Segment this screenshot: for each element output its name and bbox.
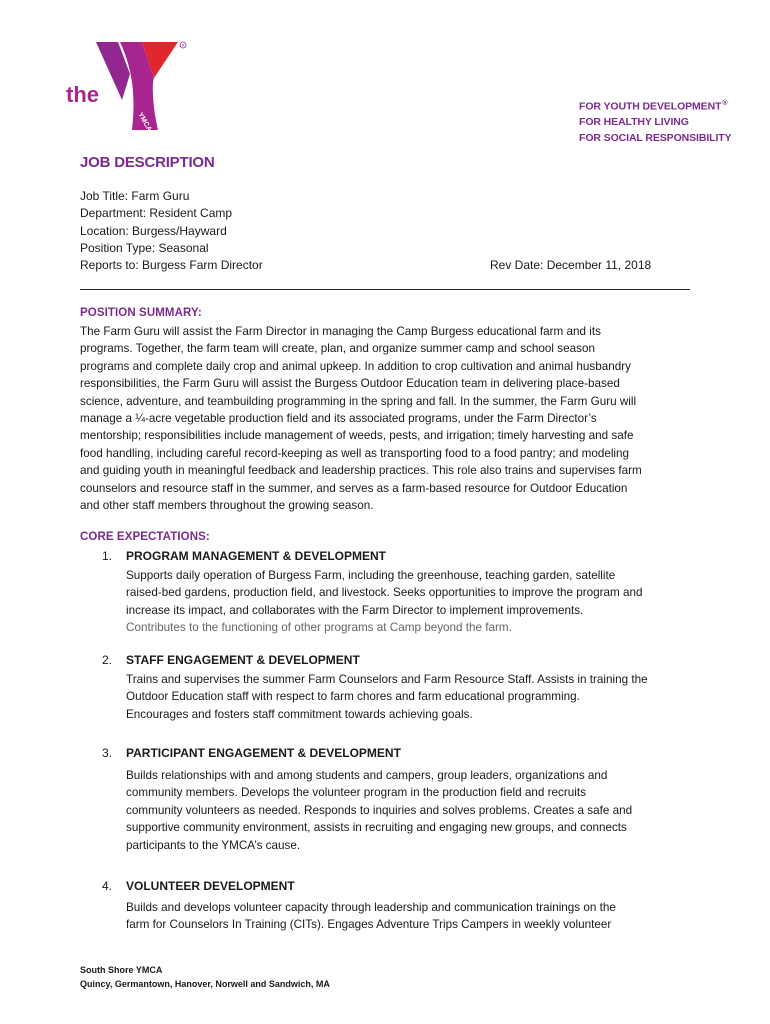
item-number: 3. bbox=[102, 746, 113, 760]
item-body bbox=[126, 767, 696, 854]
item-line: increase its impact, and collaborates with the Farm Director to implement improvements. bbox=[126, 603, 584, 617]
item-title: PROGRAM MANAGEMENT & DEVELOPMENT bbox=[126, 549, 387, 563]
summary-line: programs and complete daily crop and animal upkeep. In addition to crop cultivation and animal husbandry bbox=[80, 359, 631, 373]
position-summary-heading: POSITION SUMMARY: bbox=[80, 307, 202, 319]
registered-mark: ® bbox=[722, 100, 728, 107]
item-line: Builds and develops volunteer capacity through leadership and communication trainings on the bbox=[126, 901, 616, 914]
item-body bbox=[126, 671, 696, 723]
item-line: farm for Counselors In Training (CITs). Engages Adventure Trips Campers in weekly volunteer bbox=[126, 918, 612, 932]
job-title-field: Job Title: Farm Guru bbox=[80, 189, 190, 203]
summary-line: and guiding youth in meaningful feedback and leadership practices. This role also trains and supervises farm bbox=[80, 464, 642, 478]
page-title: JOB DESCRIPTION bbox=[80, 154, 215, 171]
item-number: 2. bbox=[102, 653, 113, 667]
tagline-youth: FOR YOUTH DEVELOPMENT® bbox=[579, 100, 728, 113]
item-title: PARTICIPANT ENGAGEMENT & DEVELOPMENT bbox=[126, 746, 401, 760]
position-summary-text bbox=[80, 323, 692, 514]
job-meta bbox=[80, 188, 263, 274]
item-title: STAFF ENGAGEMENT & DEVELOPMENT bbox=[126, 653, 360, 667]
item-title: VOLUNTEER DEVELOPMENT bbox=[126, 879, 295, 893]
footer-locations: Quincy, Germantown, Hanover, Norwell and Sandwich, MA bbox=[80, 979, 330, 989]
item-line: participants to the YMCA’s cause. bbox=[126, 838, 301, 852]
page-footer bbox=[80, 963, 330, 991]
item-body bbox=[126, 567, 696, 637]
position-type-field: Position Type: Seasonal bbox=[80, 240, 209, 255]
location-field: Location: Burgess/Hayward bbox=[80, 223, 227, 238]
summary-line: food handling, including careful record-keeping as well as transporting food to a food pantry; and modeling bbox=[80, 446, 630, 460]
summary-line: counselors and resource staff in the summer, and serves as a farm-based resource for Outdoor Education bbox=[80, 481, 628, 495]
item-line: supportive community environment, assists in recruiting and engaging new groups, and connects bbox=[126, 821, 627, 835]
item-line: Builds relationships with and among students and campers, group leaders, organizations and bbox=[126, 769, 608, 782]
ymca-taglines bbox=[579, 96, 732, 146]
item-line: community volunteers as needed. Responds to inquiries and solves problems. Creates a safe and bbox=[126, 803, 633, 817]
item-line: raised-bed gardens, production field, and livestock. Seeks opportunities to improve the program and bbox=[126, 586, 643, 600]
logo-ymca-text: YMCA bbox=[136, 111, 153, 133]
summary-line: programs. Together, the farm team will create, plan, and organize summer camp and school season bbox=[80, 342, 595, 356]
reports-to-field: Reports to: Burgess Farm Director bbox=[80, 258, 263, 273]
logo-wordmark: the bbox=[66, 82, 99, 107]
divider bbox=[80, 289, 690, 290]
core-expectations-heading: CORE EXPECTATIONS: bbox=[80, 531, 210, 543]
summary-line: The Farm Guru will assist the Farm Director in managing the Camp Burgess educational farm and its bbox=[80, 325, 601, 338]
summary-line: manage a ¼-acre vegetable production field and its associated programs, under the Farm Director’s bbox=[80, 412, 597, 426]
svg-text:R: R bbox=[181, 42, 185, 48]
summary-line: science, adventure, and teambuilding programming in the spring and fall. In the summer, the Farm Guru will bbox=[80, 394, 637, 408]
summary-line: mentorship; responsibilities include management of weeds, pests, and irrigation; timely harvesting and safe bbox=[80, 429, 634, 443]
item-line: Supports daily operation of Burgess Farm, including the greenhouse, teaching garden, satellite bbox=[126, 569, 616, 582]
item-line: Encourages and fosters staff commitment towards achieving goals. bbox=[126, 707, 473, 721]
item-line: Trains and supervises the summer Farm Counselors and Farm Resource Staff. Assists in training the bbox=[126, 673, 648, 686]
tagline-healthy: FOR HEALTHY LIVING bbox=[579, 116, 689, 128]
summary-line: and other staff members throughout the growing season. bbox=[80, 499, 374, 513]
ymca-logo bbox=[62, 38, 192, 138]
item-line: community members. Develops the volunteer program in the production field and recruits bbox=[126, 786, 586, 800]
department-field: Department: Resident Camp bbox=[80, 206, 233, 221]
rev-date: Rev Date: December 11, 2018 bbox=[490, 258, 652, 272]
item-line: Outdoor Education staff with respect to farm chores and farm educational programming. bbox=[126, 690, 580, 704]
item-body bbox=[126, 899, 696, 934]
summary-line: responsibilities, the Farm Guru will assist the Burgess Outdoor Education team in delivering place-based bbox=[80, 377, 620, 391]
footer-org: South Shore YMCA bbox=[80, 965, 163, 975]
tagline-social: FOR SOCIAL RESPONSIBILITY bbox=[579, 131, 732, 144]
item-number: 4. bbox=[102, 879, 113, 893]
item-number: 1. bbox=[102, 549, 113, 563]
item-line-muted: Contributes to the functioning of other programs at Camp beyond the farm. bbox=[126, 621, 512, 635]
